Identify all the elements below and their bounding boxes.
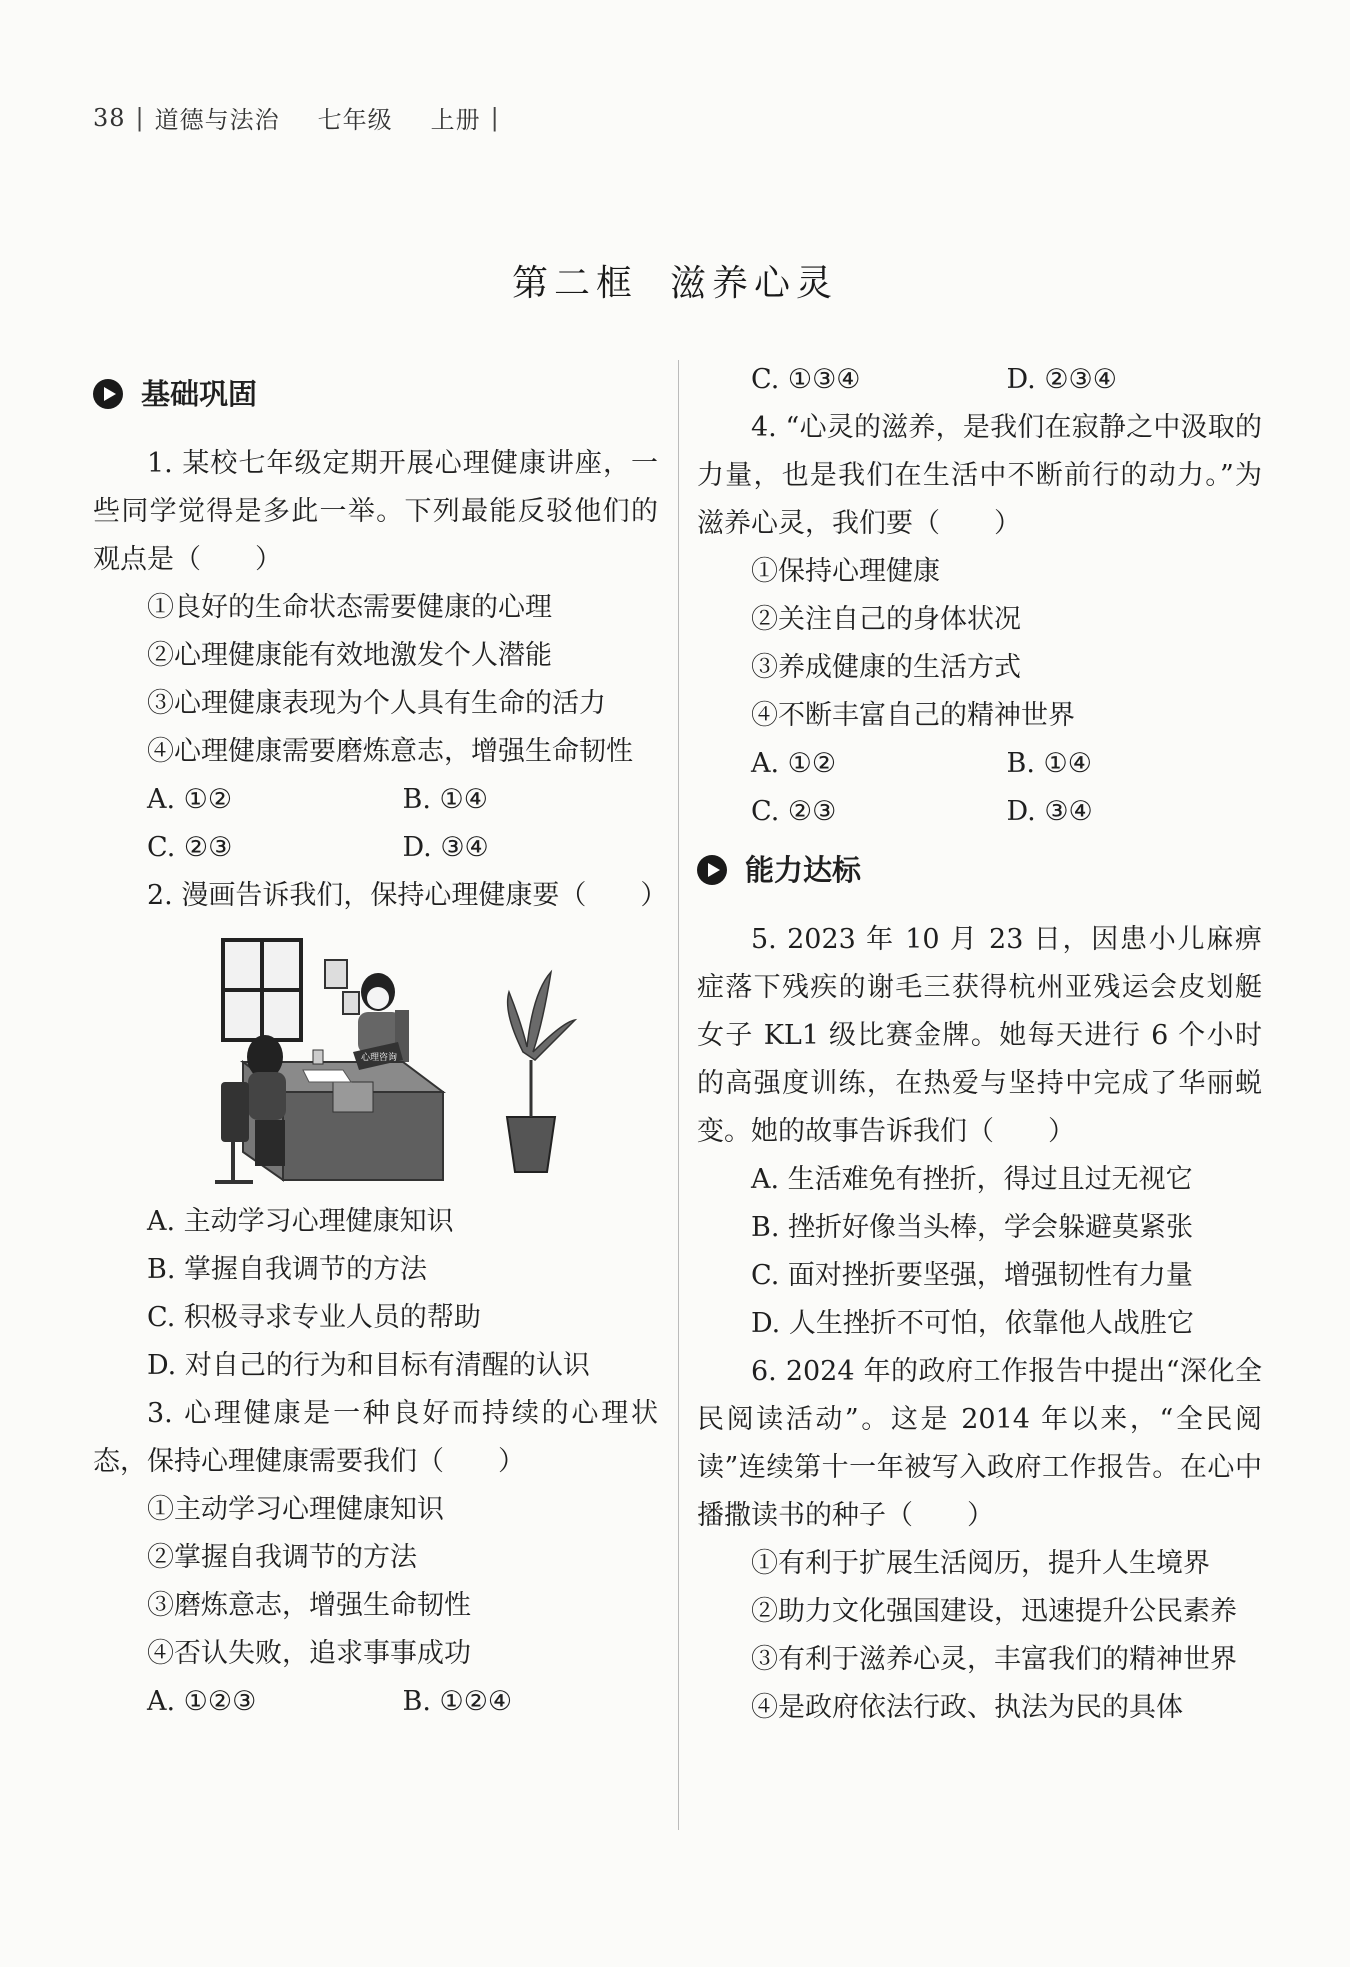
option-d: D. ③④ [1006, 796, 1093, 827]
question-stem: 6. 2024 年的政府工作报告中提出“深化全民阅读活动”。这是 2014 年以来，“全民阅读”连续第十一年被写入政府工作报告。在心中播撒读书的种子（ ） [697, 1356, 1262, 1531]
option-c: C. ①③④ [751, 364, 861, 395]
option-b: B. 挫折好像当头棒，学会躲避莫紧张 [751, 1212, 1194, 1243]
statement-item: ④否认失败，追求事事成功 [147, 1638, 471, 1669]
statement-item: ③心理健康表现为个人具有生命的活力 [147, 688, 606, 719]
statement-item: ②心理健康能有效地激发个人潜能 [147, 640, 552, 671]
header-divider: | [490, 103, 500, 132]
question-stem: 2. 漫画告诉我们，保持心理健康要（ ） [147, 880, 668, 911]
option-b: B. ①④ [402, 784, 488, 815]
question-stem: 3. 心理健康是一种良好而持续的心理状态，保持心理健康需要我们（ ） [93, 1398, 658, 1477]
option-b: B. ①②④ [402, 1686, 513, 1717]
right-column [697, 356, 1262, 1732]
option-a: A. ①② [147, 784, 233, 815]
option-b: B. ①④ [1006, 748, 1092, 779]
option-a: A. ①② [751, 748, 837, 779]
answer-options [93, 776, 658, 824]
statement-item: ②助力文化强国建设，迅速提升公民素养 [751, 1596, 1237, 1627]
answer-options [697, 356, 1262, 404]
running-header [93, 100, 500, 135]
play-icon [697, 855, 727, 885]
option-d: D. ②③④ [1006, 364, 1117, 395]
question-stem: 5. 2023 年 10 月 23 日，因患小儿麻痹症落下残疾的谢毛三获得杭州亚残运会皮划艇女子 KL1 级比赛金牌。她每天进行 6 个小时的高强度训练，在热爱与坚持中完成了华丽蜕变。她的故事告诉我们（ ） [697, 924, 1262, 1147]
section-heading-basic [93, 366, 658, 422]
statement-item: ④心理健康需要磨炼意志，增强生命韧性 [147, 736, 633, 767]
statement-item: ③有利于滋养心灵，丰富我们的精神世界 [751, 1644, 1237, 1675]
header-divider: | [135, 103, 145, 132]
section-heading-ability [697, 842, 1262, 898]
statement-item: ④不断丰富自己的精神世界 [751, 700, 1075, 731]
play-icon [93, 379, 123, 409]
header-grade: 七年级 [317, 106, 393, 134]
section-label: 能力达标 [745, 853, 862, 887]
statement-item: ②关注自己的身体状况 [751, 604, 1021, 635]
statement-item: ①有利于扩展生活阅历，提升人生境界 [751, 1548, 1210, 1579]
option-d: D. 人生挫折不可怕，依靠他人战胜它 [751, 1308, 1194, 1339]
left-column [93, 360, 668, 1726]
section-label: 基础巩固 [141, 377, 258, 411]
option-a: A. 生活难免有挫折，得过且过无视它 [751, 1164, 1193, 1195]
option-c: C. 积极寻求专业人员的帮助 [147, 1302, 481, 1333]
title-part: 第二框 [511, 263, 638, 304]
statement-item: ③养成健康的生活方式 [751, 652, 1021, 683]
option-a: A. 主动学习心理健康知识 [147, 1206, 454, 1237]
answer-options [93, 1678, 658, 1726]
counseling-cartoon [203, 932, 603, 1192]
desk-sign: 心理咨询 [360, 1053, 398, 1063]
statement-item: ④是政府依法行政、执法为民的具体 [751, 1692, 1183, 1723]
option-b: B. 掌握自我调节的方法 [147, 1254, 428, 1285]
question-stem: 4. “心灵的滋养，是我们在寂静之中汲取的力量，也是我们在生活中不断前行的动力。”为滋养心灵，我们要（ ） [697, 412, 1262, 539]
statement-item: ②掌握自我调节的方法 [147, 1542, 417, 1573]
statement-item: ①主动学习心理健康知识 [147, 1494, 444, 1525]
option-c: C. ②③ [751, 796, 837, 827]
statement-item: ①良好的生命状态需要健康的心理 [147, 592, 552, 623]
header-volume: 上册 [430, 106, 481, 134]
answer-options [93, 824, 658, 872]
statement-item: ①保持心理健康 [751, 556, 940, 587]
answer-options [697, 788, 1262, 836]
answer-options [697, 740, 1262, 788]
option-d: D. 对自己的行为和目标有清醒的认识 [147, 1350, 590, 1381]
question-stem: 1. 某校七年级定期开展心理健康讲座，一些同学觉得是多此一举。下列最能反驳他们的观点是（ ） [93, 448, 658, 575]
option-c: C. ②③ [147, 832, 233, 863]
page-title [0, 255, 1350, 306]
option-d: D. ③④ [402, 832, 489, 863]
statement-item: ③磨炼意志，增强生命韧性 [147, 1590, 471, 1621]
option-a: A. ①②③ [147, 1686, 257, 1717]
header-subject: 道德与法治 [154, 106, 280, 134]
column-divider [678, 360, 679, 1830]
page-number: 38 [93, 103, 126, 132]
title-name: 滋养心灵 [670, 263, 839, 304]
option-c: C. 面对挫折要坚强，增强韧性有力量 [751, 1260, 1193, 1291]
